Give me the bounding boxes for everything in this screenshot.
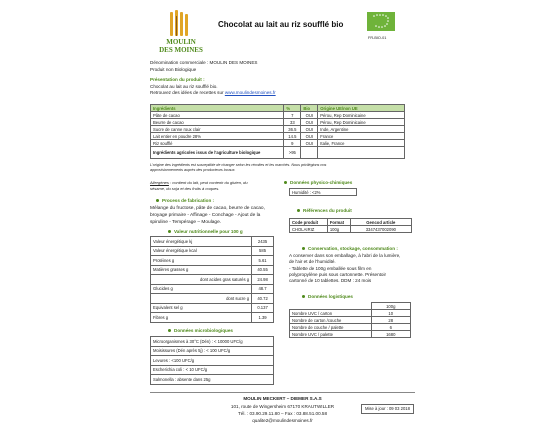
table-row — [151, 313, 274, 323]
nutrition-table — [150, 236, 274, 323]
process-line: broyage primaire - Affinage - Conchage - Ajout de la — [150, 213, 261, 218]
allergens-line-2: sésame, du soja et des fruits à coques. — [150, 186, 220, 191]
product-code: CHOLAIRIZ — [290, 226, 328, 233]
nutrient-label: Valeur énergétique kcal — [151, 246, 252, 256]
micro-title-text: Données microbiologiques — [174, 328, 233, 333]
physico-title — [284, 180, 352, 186]
column-header: Origine UE/non UE — [318, 105, 405, 112]
ingredient-name: Pâte de cacao — [151, 112, 284, 119]
ingredient-percent: 9 — [284, 140, 301, 147]
origin-note: L'origine des ingrédients est susceptible de changer selon les récoltes et les marchés. Nous privilégions nos — [150, 163, 327, 167]
table-row — [290, 310, 411, 317]
table-row — [151, 133, 405, 140]
nutrient-value: 0.137 — [252, 303, 274, 313]
references-title — [297, 208, 352, 214]
bullet-icon — [156, 199, 159, 202]
logistics-label: Nombre de couche / palette — [290, 324, 372, 331]
empty-cell — [318, 147, 405, 159]
ingredient-origin: Inde, Argentine — [318, 126, 405, 133]
micro-value: Levures : <100 UFC/g — [151, 356, 274, 366]
physico-title-text: Données physico-chimiques — [290, 180, 353, 185]
process-line: Mélange du fructose, pâte de cacao, beurre de cacao, — [150, 206, 265, 211]
column-header: Ingrédients — [151, 105, 284, 112]
nutrition-title-text: Valeur nutritionnelle pour 100 g — [174, 229, 243, 234]
footer-email: qualite2@moulindesmoines.fr — [252, 418, 313, 423]
humidity-value: Humidité : <2% — [290, 189, 357, 196]
table-row — [151, 275, 274, 285]
footer-phone: Tél. : 03.90.29.11.80 – Fax : 03.88.51.00.58 — [237, 411, 328, 416]
presentation-title: Présentation du produit : — [150, 77, 205, 82]
bullet-icon — [284, 181, 287, 184]
bullet-icon — [297, 209, 300, 212]
nutrient-value: 40.55 — [252, 265, 274, 275]
product-description: Chocolat au lait au riz soufflé bio. — [150, 84, 218, 89]
ingredient-origin: Pérou, Rep Dominicaine — [318, 119, 405, 126]
ingredient-origin: Italie, France — [318, 140, 405, 147]
micro-value: Moisissures (Dén après 5j) : < 100 UFC/g — [151, 346, 274, 356]
nutrient-value: 5.61 — [252, 256, 274, 266]
origin-note-2: approvisionnements auprès des producteurs locaux. — [150, 168, 236, 172]
recipes-line — [150, 90, 276, 96]
conservation-line: polypropylène puis sous cartonnette. Présentoir — [289, 272, 387, 277]
table-row — [151, 119, 405, 126]
micro-title — [168, 328, 233, 334]
table-row — [151, 237, 274, 247]
table-row — [151, 356, 274, 366]
format-header: 100g — [371, 303, 411, 310]
table-row — [151, 126, 405, 133]
micro-value: Microorganismes à 30°C (Dén) : < 10000 UFC/g — [151, 337, 274, 347]
table-row — [151, 365, 274, 375]
ingredient-percent: 7 — [284, 112, 301, 119]
conservation-title-text: Conservation, stockage, consommation : — [308, 246, 398, 251]
table-header-row — [151, 105, 405, 112]
logistics-table — [289, 302, 411, 338]
allergens-line — [150, 180, 248, 186]
references-table — [289, 218, 412, 233]
logistics-label: Nombre de carton /couche — [290, 317, 372, 324]
table-row — [151, 294, 274, 304]
nutrient-value: 585 — [252, 246, 274, 256]
table-row — [151, 265, 274, 275]
brand-logo — [150, 10, 212, 54]
nutrient-label: Valeur énergétique kj — [151, 237, 252, 247]
nutrient-value: 24.98 — [252, 275, 274, 285]
table-row — [151, 284, 274, 294]
logo-text-bottom: DES MOINES — [159, 46, 203, 54]
conservation-line: A conserver dans son emballage, à l'abri de la lumière, — [289, 253, 401, 258]
table-row — [290, 324, 411, 331]
logistics-label: Nombre UVC / palette — [290, 331, 372, 338]
product-status: Produit non Biologique — [150, 67, 197, 72]
conservation-line: - Tablette de 100g emballée sous film en — [289, 266, 372, 271]
ingredients-table — [150, 104, 405, 159]
ingredient-name: Sucre de canne roux clair — [151, 126, 284, 133]
ingredient-bio: OUI — [301, 112, 318, 119]
table-header-row — [290, 303, 411, 310]
table-row — [290, 317, 411, 324]
ingredient-bio: OUI — [301, 140, 318, 147]
micro-table — [150, 336, 274, 385]
bullet-icon — [302, 247, 305, 250]
product-format: 100g — [327, 226, 350, 233]
nutrient-value: 2435 — [252, 237, 274, 247]
table-row — [151, 346, 274, 356]
update-date-box: Mise à jour : 09 03 2018 — [361, 404, 414, 414]
footer-company: MOULIN MECKERT – DIEMER S.A.S — [243, 396, 322, 401]
nutrient-label: Equivalent sel g — [151, 303, 252, 313]
nutrient-value: 48.7 — [252, 284, 274, 294]
conservation-line: de l'air et de l'humidité. — [289, 259, 336, 264]
table-row — [151, 303, 274, 313]
logistics-value: 10 — [371, 310, 411, 317]
footer-divider — [150, 392, 415, 393]
page-title: Chocolat au lait au riz soufflé bio — [218, 20, 344, 29]
table-row — [151, 246, 274, 256]
nutrition-title — [168, 229, 243, 235]
micro-value: Escherichia coli : < 10 UFC/g — [151, 365, 274, 375]
table-row — [151, 256, 274, 266]
nutrient-value: 40.72 — [252, 294, 274, 304]
ingredient-percent: 14.5 — [284, 133, 301, 140]
bullet-icon — [168, 329, 171, 332]
nutrient-label: Protéines g — [151, 256, 252, 266]
logistics-value: 6 — [371, 324, 411, 331]
product-gencod: 3347437002090 — [350, 226, 411, 233]
column-header: % — [284, 105, 301, 112]
table-row — [151, 112, 405, 119]
nutrient-label: dont acides gras saturés g — [151, 275, 252, 285]
table-header-row — [290, 219, 412, 226]
table-row — [290, 331, 411, 338]
ingredient-name: Riz soufflé — [151, 140, 284, 147]
commercial-name: Dénomination commerciale : MOULIN DES MOINES — [150, 60, 258, 65]
allergens-label: Allergènes — [150, 180, 169, 185]
column-header: Code produit — [290, 219, 328, 226]
footer-address: 101, route de Wingersheim 67170 KRAUTWILLER — [230, 404, 335, 409]
column-header: Format — [327, 219, 350, 226]
table-row — [151, 337, 274, 347]
logistics-value: 28 — [371, 317, 411, 324]
bullet-icon — [302, 295, 305, 298]
nutrient-label: Fibres g — [151, 313, 252, 323]
logo-text-top: MOULIN — [166, 38, 196, 46]
allergens-text: : contient du lait, peut contenir du gluten, du — [168, 180, 248, 185]
logistics-title — [302, 294, 353, 300]
ingredient-name: Beurre de cacao — [151, 119, 284, 126]
wheat-logo-icon — [150, 10, 212, 40]
empty-cell — [290, 303, 372, 310]
ingredient-percent: 33 — [284, 119, 301, 126]
website-link[interactable]: www.moulindesmoines.fr — [224, 90, 276, 95]
eu-organic-leaf-icon — [367, 12, 395, 31]
table-row — [151, 147, 405, 159]
table-row — [151, 140, 405, 147]
logistics-title-text: Données logistiques — [308, 294, 353, 299]
nutrient-label: Matières grasses g — [151, 265, 252, 275]
conservation-title — [302, 246, 398, 252]
ingredient-bio: OUI — [301, 133, 318, 140]
ingredient-origin: Pérou, Rep Dominicaine — [318, 112, 405, 119]
column-header: Bio — [301, 105, 318, 112]
recipes-text: Retrouvez des idées de recettes sur — [150, 90, 225, 95]
process-line: spiruline - Tempérage – Moulage. — [150, 220, 222, 225]
table-row — [151, 375, 274, 385]
ingredient-bio: OUI — [301, 126, 318, 133]
conservation-line: cartonné de 10 tablettes. DDM : 24 mois — [289, 278, 372, 283]
organic-share-label: Ingrédients agricoles issus de l'agriculture biologique — [151, 147, 284, 159]
table-row — [290, 226, 412, 233]
organic-share-value: >95 — [284, 147, 301, 159]
doc-reference: FR-BIO-01 — [368, 36, 387, 40]
bullet-icon — [168, 230, 171, 233]
ingredient-percent: 36.5 — [284, 126, 301, 133]
nutrient-label: Glucides g — [151, 284, 252, 294]
ingredient-origin: France — [318, 133, 405, 140]
column-header: Gencod article — [350, 219, 411, 226]
logistics-label: Nombre UVC / carton — [290, 310, 372, 317]
empty-cell — [301, 147, 318, 159]
nutrient-label: dont sucre g — [151, 294, 252, 304]
ingredient-name: Lait entier en poudre 28% — [151, 133, 284, 140]
process-title — [156, 198, 214, 204]
physico-table — [289, 188, 357, 196]
nutrient-value: 1.39 — [252, 313, 274, 323]
logistics-value: 1680 — [371, 331, 411, 338]
ingredient-bio: OUI — [301, 119, 318, 126]
process-title-text: Process de fabrication : — [162, 198, 215, 203]
micro-value: Salmonella : absente dans 25g — [151, 375, 274, 385]
references-title-text: Références du produit — [303, 208, 352, 213]
